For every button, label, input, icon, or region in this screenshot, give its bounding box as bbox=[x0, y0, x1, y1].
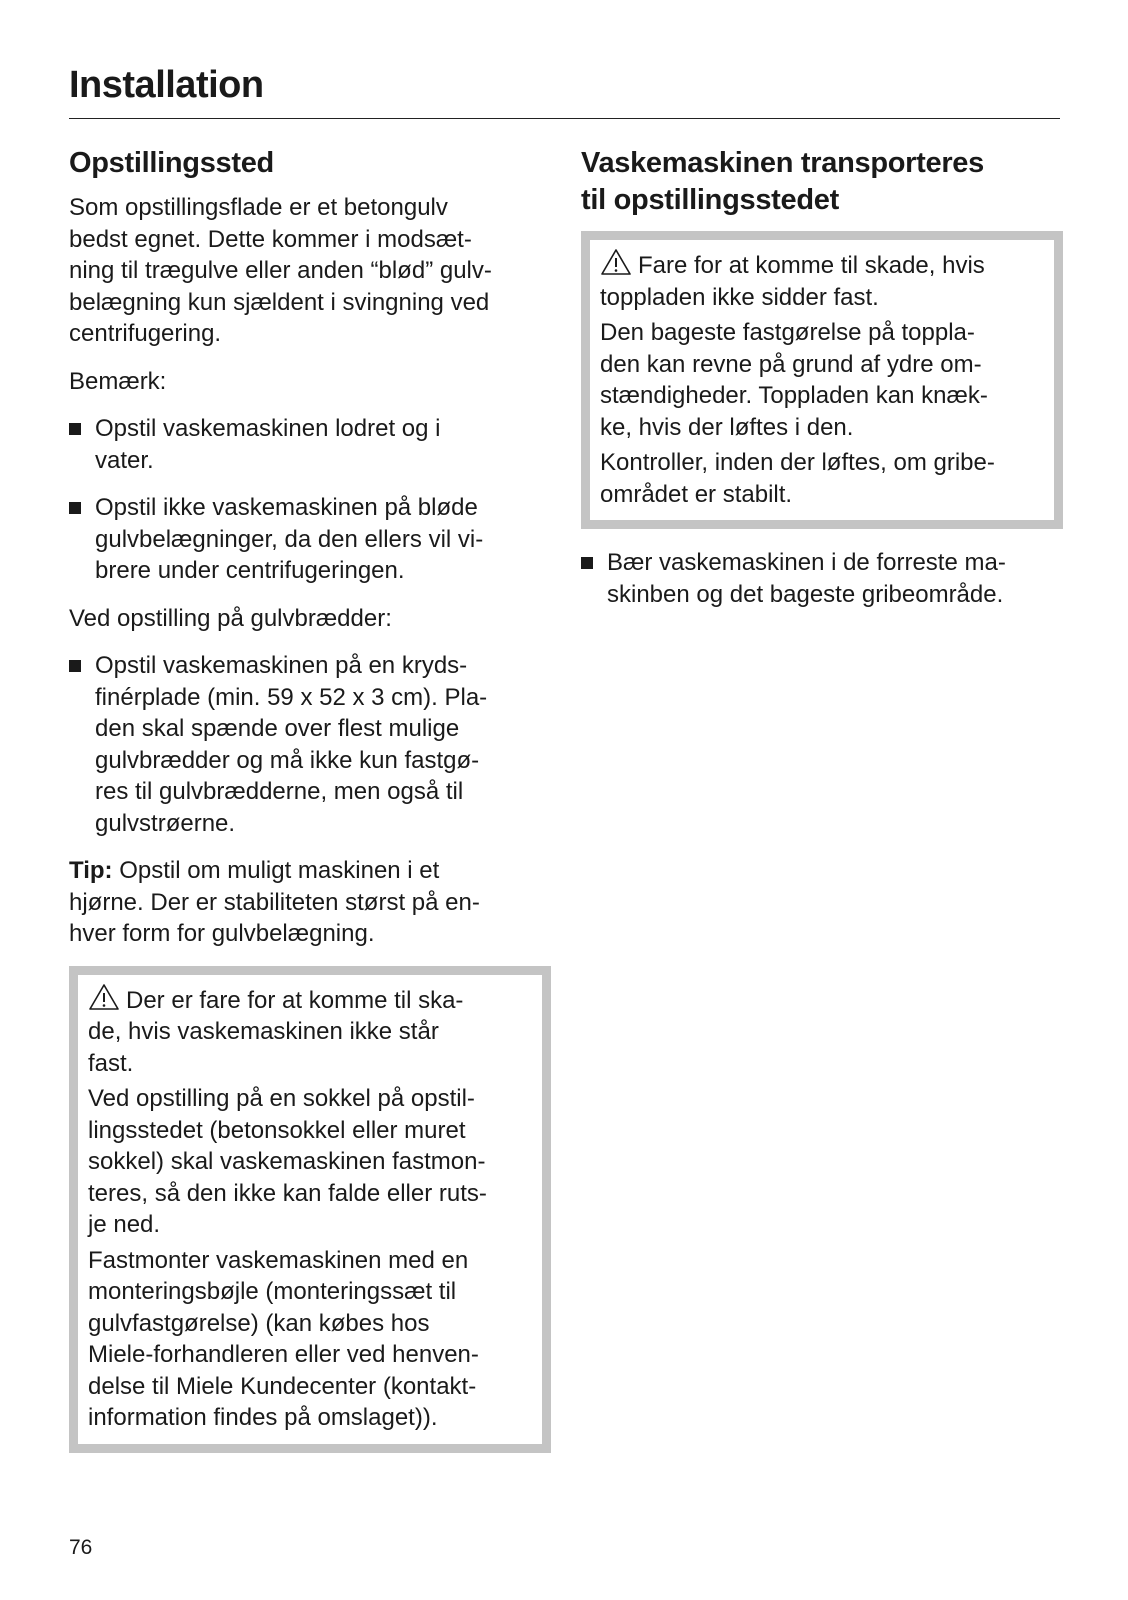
square-bullet-icon bbox=[69, 502, 81, 514]
left-column bbox=[69, 145, 551, 1453]
list-item: Opstil ikke vaskemaskinen på bløde gulvbelægninger, da den ellers vil vi- brere under centrifugeringen. bbox=[69, 492, 551, 587]
square-bullet-icon bbox=[69, 423, 81, 435]
warning-box-installation bbox=[69, 966, 551, 1453]
warning-paragraph: Fare for at komme til skade, hvis toppladen ikke sidder fast. bbox=[600, 248, 1044, 313]
warning-box-transport bbox=[581, 231, 1063, 529]
intro-paragraph: Som opstillingsflade er et betongulv bedst egnet. Dette kommer i modsæt- ning til trægulve eller anden “blød” gulv- belægning kun sjældent i svingning ved centrifugering. bbox=[69, 194, 492, 347]
warning-triangle-icon bbox=[88, 983, 120, 1011]
warning-paragraph: Der er fare for at komme til ska- de, hvis vaskemaskinen ikke står fast. bbox=[88, 983, 532, 1080]
square-bullet-icon bbox=[581, 557, 593, 569]
warning-paragraph: Den bageste fastgørelse på toppla- den kan revne på grund af ydre om- stændigheder. Toppladen kan knæk- ke, hvis der løftes i den. bbox=[600, 319, 988, 441]
bullet-list-notes bbox=[69, 413, 551, 587]
warning-paragraph: Fastmonter vaskemaskinen med en monteringsbøjle (monteringssæt til gulvfastgørelse) (kan købes hos Miele-forhandleren eller ved henven- delse til Miele Kundecenter (kontakt- information findes på omslaget)). bbox=[88, 1246, 479, 1431]
note-label: Bemærk: bbox=[69, 367, 167, 395]
floorboards-label: Ved opstilling på gulvbrædder: bbox=[69, 604, 392, 632]
page-number: 76 bbox=[69, 1536, 93, 1559]
square-bullet-icon bbox=[69, 660, 81, 672]
section-heading-opstillingssted: Opstillingssted bbox=[69, 147, 274, 179]
bullet-list-floorboards bbox=[69, 650, 551, 839]
list-item: Opstil vaskemaskinen på en kryds- finérplade (min. 59 x 52 x 3 cm). Pla- den skal spænde over flest mulige gulvbrædder og må ikke kun fastgø- res til gulvbrædderne, men også til gulvstrøerne. bbox=[69, 650, 551, 839]
warning-triangle-icon bbox=[600, 248, 632, 276]
tip-label: Tip: bbox=[69, 857, 113, 884]
list-item: Opstil vaskemaskinen lodret og i vater. bbox=[69, 413, 551, 476]
title-divider bbox=[69, 118, 1060, 119]
right-column bbox=[581, 145, 1063, 626]
warning-paragraph: Kontroller, inden der løftes, om gribe- området er stabilt. bbox=[600, 449, 995, 508]
page-title: Installation bbox=[69, 64, 264, 106]
tip-paragraph: Tip: Opstil om muligt maskinen i et hjørne. Der er stabiliteten størst på en- hver form for gulvbelægning. bbox=[69, 857, 480, 947]
list-item: Bær vaskemaskinen i de forreste ma- skinben og det bageste gribeområde. bbox=[581, 547, 1063, 610]
warning-paragraph: Ved opstilling på en sokkel på opstil- lingsstedet (betonsokkel eller muret sokkel) skal vaskemaskinen fastmon- teres, så den ikke kan falde eller ruts- je ned. bbox=[88, 1085, 487, 1238]
bullet-list-transport bbox=[581, 547, 1063, 610]
section-heading-transport: Vaskemaskinen transporteres til opstillingsstedet bbox=[581, 147, 984, 216]
